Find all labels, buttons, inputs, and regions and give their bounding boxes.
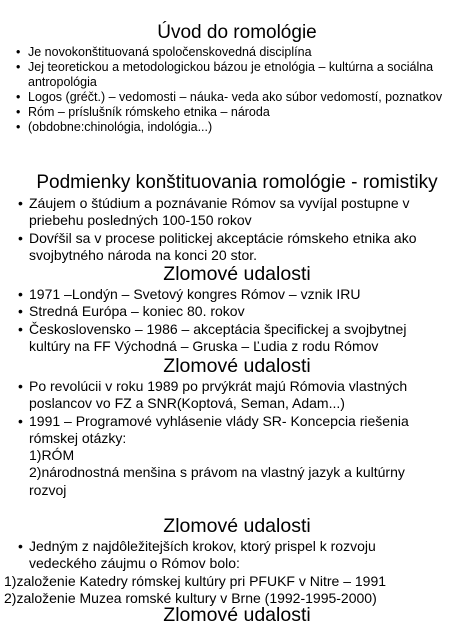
list-item: • 1991 – Programové vyhlásenie vlády SR- Koncepcia riešenia rómskej otázky: bbox=[18, 412, 409, 446]
section-title: Zlomové udalosti bbox=[163, 515, 311, 537]
bullet-icon: • bbox=[18, 286, 23, 302]
bullet-list bbox=[8, 286, 423, 355]
section-turning-points-1 bbox=[0, 263, 474, 355]
bullet-icon: • bbox=[18, 412, 23, 429]
bullet-icon: • bbox=[16, 60, 21, 74]
list-item: • Stredná Európa – koniec 80. rokov bbox=[18, 303, 245, 320]
list-item: • 1971 –Londýn – Svetový kongres Rómov – vznik IRU bbox=[18, 286, 361, 302]
bullet-icon: • bbox=[18, 303, 23, 320]
list-item: • Je novokonštituovaná spoločenskovedná disciplína bbox=[16, 45, 312, 59]
section-title: Podmienky konštituovania romológie - romistiky bbox=[36, 172, 438, 193]
list-item: • Záujem o štúdium a poznávanie Rómov sa vyvíjal postupne v priebehu posledných 100-150 rokov bbox=[18, 195, 410, 229]
sub-line: 1)RÓM bbox=[29, 447, 75, 464]
sub-line: 1)založenie Katedry rómskej kultúry pri PFUKF v Nitre – 1991 bbox=[4, 572, 387, 589]
bullet-icon: • bbox=[16, 120, 21, 134]
bullet-icon: • bbox=[18, 538, 23, 554]
bullet-icon: • bbox=[18, 378, 23, 394]
bullet-icon: • bbox=[16, 90, 21, 104]
section-title: Zlomové udalosti bbox=[163, 604, 311, 626]
bullet-list bbox=[8, 378, 428, 499]
cut-off-heading bbox=[0, 604, 474, 627]
bullet-icon: • bbox=[18, 195, 23, 211]
list-item: • Po revolúcii v roku 1989 po prvýkrát majú Rómovia vlastných poslancov vo FZ a SNR(Koptová, Seman, Adam...) bbox=[18, 378, 408, 412]
bullet-icon: • bbox=[18, 320, 23, 337]
sub-line: 2)národnostná menšina s právom na vlastný jazyk a kultúrny rozvoj bbox=[29, 464, 405, 498]
list-item: • Róm – príslušník rómskeho etnika – národa bbox=[16, 105, 270, 119]
section-intro bbox=[0, 22, 474, 135]
sub-lines bbox=[8, 447, 428, 499]
section-title: Úvod do romológie bbox=[157, 22, 317, 43]
section-title: Zlomové udalosti bbox=[163, 355, 311, 377]
bullet-list bbox=[8, 45, 448, 135]
bullet-icon: • bbox=[16, 105, 21, 119]
sub-line: 2)založenie Muzea romské kultury v Brne (1992-1995-2000) bbox=[4, 589, 377, 606]
list-item: • (obdobne:chinológia, indológia...) bbox=[16, 120, 213, 134]
bullet-list bbox=[8, 195, 428, 264]
section-title: Zlomové udalosti bbox=[163, 263, 311, 285]
list-item: • Logos (gréčt.) – vedomosti – náuka- veda ako súbor vedomostí, poznatkov bbox=[16, 90, 443, 104]
list-item: • Jej teoretickou a metodologickou bázou je etnológia – kultúrna a sociálna antropológia bbox=[16, 60, 434, 89]
section-conditions bbox=[0, 171, 474, 264]
sub-lines bbox=[4, 573, 428, 608]
list-item: • Dovŕšil sa v procese politickej akceptácie rómskeho etnika ako svojbytného národa na konci 20 stor. bbox=[18, 229, 417, 263]
section-turning-points-3 bbox=[0, 515, 474, 607]
bullet-list bbox=[4, 538, 428, 607]
bullet-icon: • bbox=[16, 45, 21, 59]
list-item: • Jedným z najdôležitejších krokov, ktorý prispel k rozvoju vedeckého záujmu o Rómov bolo: bbox=[18, 538, 376, 572]
section-turning-points-2 bbox=[0, 355, 474, 499]
list-item: • Československo – 1986 – akceptácia špecifickej a svojbytnej kultúry na FF Východná – Gruska – Ľudia z rodu Rómov bbox=[18, 320, 407, 354]
bullet-icon: • bbox=[18, 229, 23, 246]
